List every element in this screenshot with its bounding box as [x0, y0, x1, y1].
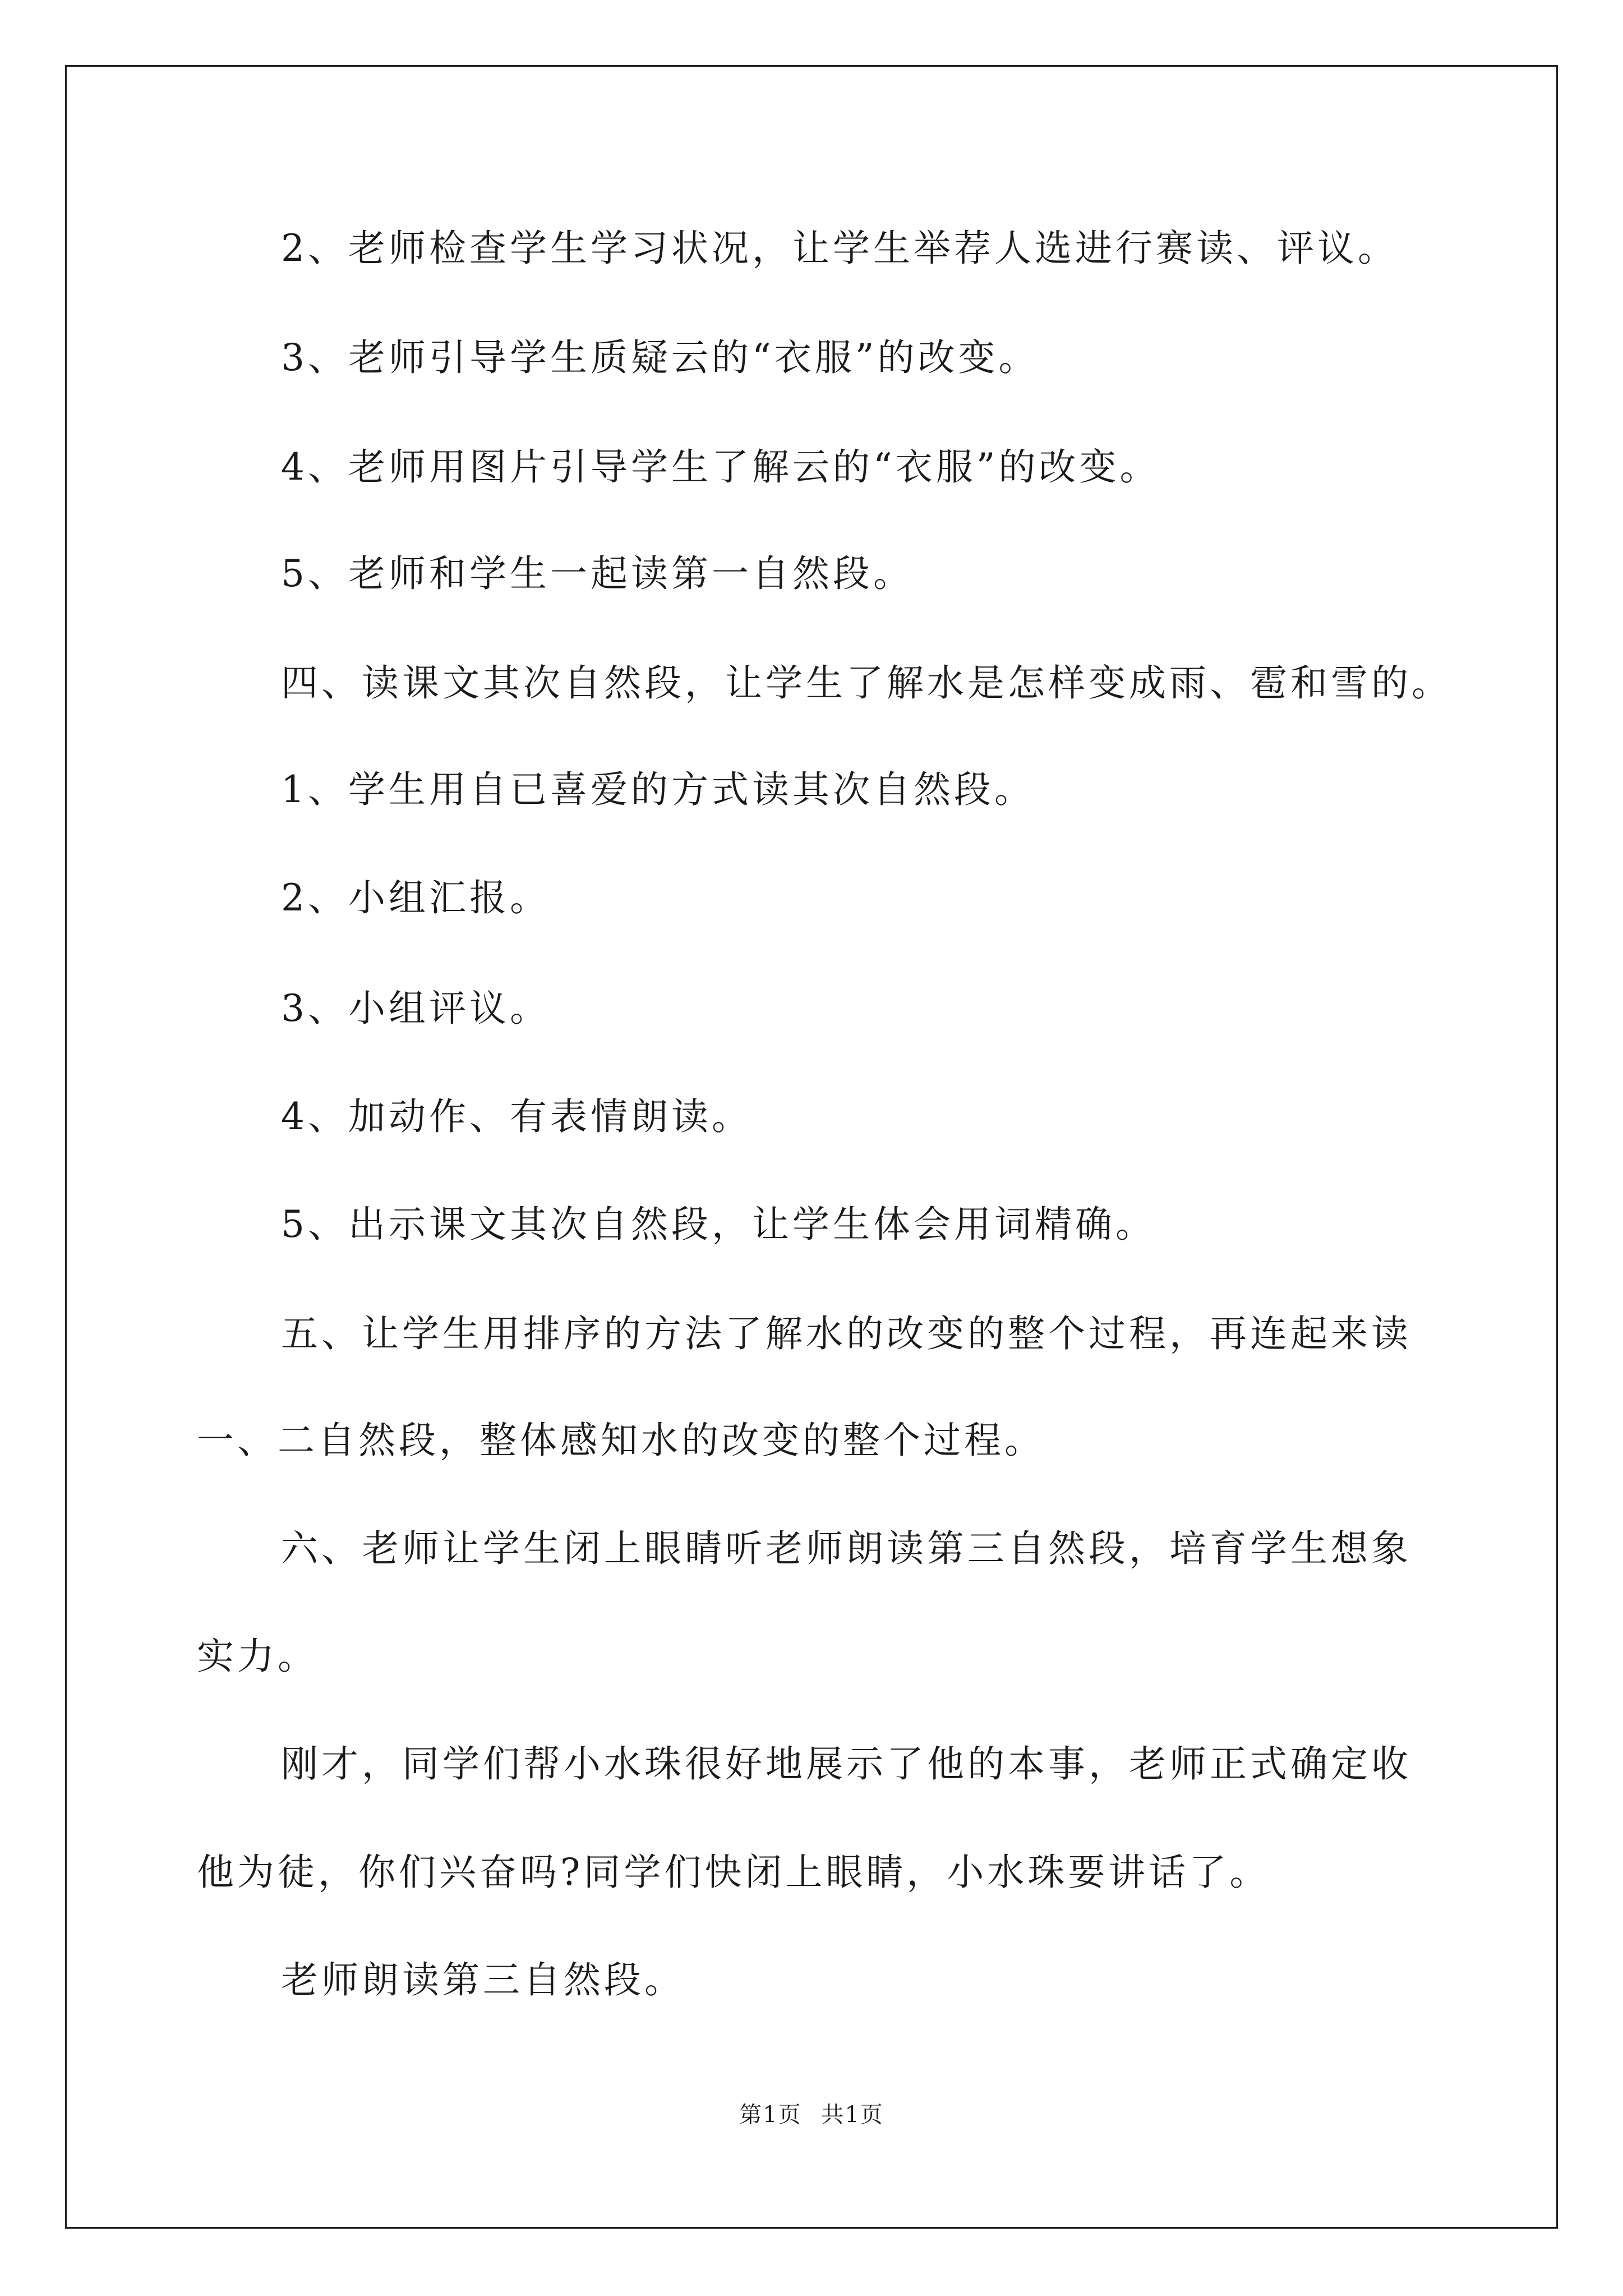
paragraph: 刚才，同学们帮小水珠很好地展示了他的本事，老师正式确定收: [281, 1742, 1412, 1786]
page-number: 第1页: [739, 2102, 802, 2128]
page-border: [65, 65, 1558, 2229]
paragraph: 4、老师用图片引导学生了解云的“衣服”的改变。: [281, 445, 1160, 489]
paragraph-continuation: 他为徒，你们兴奋吗?同学们快闭上眼睛，小水珠要讲话了。: [197, 1851, 1270, 1894]
paragraph: 老师朗读第三自然段。: [281, 1958, 685, 2001]
page-total: 共1页: [821, 2102, 884, 2128]
section-heading: 六、老师让学生闭上眼睛听老师朗读第三自然段，培育学生想象: [281, 1527, 1412, 1570]
paragraph: 2、小组汇报。: [281, 876, 550, 919]
paragraph: 5、出示课文其次自然段，让学生体会用词精确。: [281, 1203, 1156, 1246]
paragraph-continuation: 一、二自然段，整体感知水的改变的整个过程。: [197, 1419, 1045, 1462]
paragraph: 2、老师检查学生学习状况，让学生举荐人选进行赛读、评议。: [281, 227, 1398, 270]
paragraph: 3、老师引导学生质疑云的“衣服”的改变。: [281, 336, 1039, 379]
paragraph: 4、加动作、有表情朗读。: [281, 1095, 752, 1138]
paragraph-continuation: 实力。: [197, 1635, 318, 1678]
section-heading: 四、读课文其次自然段，让学生了解水是怎样变成雨、雹和雪的。: [281, 661, 1452, 705]
paragraph: 3、小组评议。: [281, 987, 550, 1030]
paragraph: 1、学生用自已喜爱的方式读其次自然段。: [281, 768, 1035, 811]
section-heading: 五、让学生用排序的方法了解水的改变的整个过程，再连起来读: [281, 1312, 1412, 1355]
paragraph: 5、老师和学生一起读第一自然段。: [281, 552, 914, 595]
page-footer: [0, 2097, 1623, 2129]
